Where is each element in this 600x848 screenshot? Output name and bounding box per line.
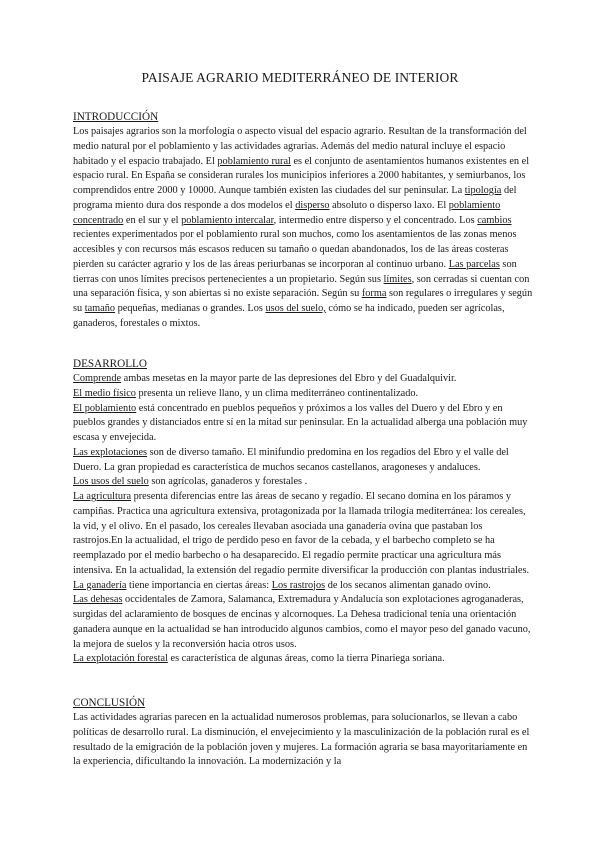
desarrollo-paragraph: La ganadería tiene importancia en ciertas áreas: Los rastrojos de los secanos alimentan ganado ovino. bbox=[73, 579, 491, 591]
section-heading-desarrollo: DESARROLLO bbox=[73, 358, 147, 370]
desarrollo-paragraph: El poblamiento está concentrado en pueblos pequeños y próximos a los valles del Duero y del Ebro y en pueblos grandes y distanciados entre sí en la mitad sur peninsular. En la actualidad alberga una población muy escasa y envejecida. bbox=[73, 402, 528, 443]
desarrollo-paragraph: Las explotaciones son de diverso tamaño. El minifundio predomina en los regadíos del Ebro y el valle del Duero. La gran propiedad es característica de muchos secanos castellanos, aragoneses y andaluces. bbox=[73, 446, 509, 473]
introduccion-paragraph: Los paisajes agrarios son la morfología o aspecto visual del espacio agrario. Resultan de la transformación del medio natural por el poblamiento y las actividades agrarias. Además del medio natural incluye el espacio habitado y el espacio trabajado. El poblamiento rural es el conjunto de asentamientos humanos existentes en el espacio rural. En España se consideran rurales los municipios inferiores a 2000 habitantes, y semiurbanos, los comprendidos entre 2000 y 10000. Aunque también existen las ciudades del sur peninsular. La tipología del programa miento dura dos responde a dos modelos el disperso absoluto o disperso laxo. El poblamiento concentrado en el sur y el poblamiento intercalar, intermedio entre disperso y el concentrado. Los cambios recientes experimentados por el poblamiento rural son muchos, como los asentamientos de las zonas menos accesibles y con recursos más escasos reducen su tamaño o quedan abandonados, los de las áreas costeras pierden su carácter agrario y los de las áreas periurbanas se incorporan al continuo urbano. Las parcelas son tierras con unos límites precisos pertenecientes a un propietario. Según sus límites, son cerradas si cuentan con una separación física, y son abiertas si no existe separación. Según su forma son regulares o irregulares y según su tamaño pequeñas, medianas o grandes. Los usos del suelo, cómo se ha indicado, pueden ser agrícolas, ganaderos, forestales o mixtos. bbox=[73, 126, 533, 329]
desarrollo-paragraph: Las dehesas occidentales de Zamora, Salamanca, Extremadura y Andalucía son explotaciones agroganaderas, surgidas del aclaramiento de bosques de encinas y alcornoques. La Dehesa tradicional tenía una orientación ganadera aunque en la actualidad se han introducido algunos cambios, como el mayor peso del ganado vacuno, la mejora de suelos y la reconversión hacia otros usos. bbox=[73, 594, 531, 650]
section-heading-introduccion: INTRODUCCIÓN bbox=[73, 111, 159, 123]
desarrollo-paragraph: Comprende ambas mesetas en la mayor parte de las depresiones del Ebro y del Guadalquivir. bbox=[73, 373, 457, 384]
desarrollo-paragraph: El medio físico presenta un relieve llano, y un clima mediterráneo continentalizado. bbox=[73, 387, 419, 399]
section-heading-conclusion: CONCLUSIÓN bbox=[73, 697, 146, 709]
desarrollo-body bbox=[73, 372, 533, 667]
conclusion-paragraph: Las actividades agrarias parecen en la actualidad numerosos problemas, para solucionarlos, se llevan a cabo políticas de desarrollo rural. La disminución, el envejecimiento y la masculinización de la población rural es el resultado de la emigración de la población joven y mujeres. La formación agraria se basa mayoritariamente en la experiencia, dificultando la innovación. La modernización y la bbox=[73, 712, 530, 768]
desarrollo-paragraph: La explotación forestal es característica de algunas áreas, como la tierra Pinariega soriana. bbox=[73, 653, 445, 665]
desarrollo-paragraph: Los usos del suelo son agrícolas, ganaderos y forestales . bbox=[73, 476, 308, 488]
document-title: PAISAJE AGRARIO MEDITERRÁNEO DE INTERIOR bbox=[141, 70, 459, 85]
desarrollo-paragraph: La agricultura presenta diferencias entre las áreas de secano y regadío. El secano domina en los páramos y campiñas. Practica una agricultura extensiva, protagonizada por la llamada trilogía mediterránea: los cereales, la vid, y el olivo. En el pasado, los cereales llevaban asociada una ganadería ovina que pastaban los rastrojos.En la actualidad, el trigo de perdido peso en favor de la cebada, y el barbecho completo se ha reemplazado por el medio barbecho o ha desaparecido. El regadío permite practicar una agricultura más intensiva. En la actualidad, la extensión del regadío permite diversificar la producción con plantas industriales. bbox=[73, 491, 530, 576]
